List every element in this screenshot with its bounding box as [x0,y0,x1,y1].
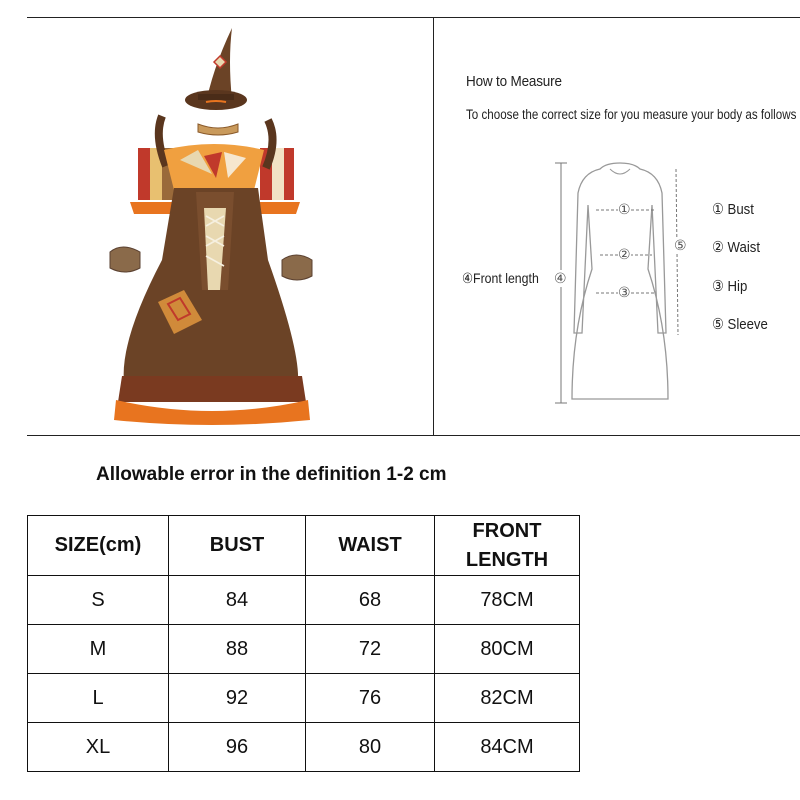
cell-waist: 80 [306,723,435,772]
header-waist: WAIST [306,516,435,576]
hip-mark: ③ [618,284,631,300]
measure-diagram [550,155,700,415]
legend-hip: ③ Hip [712,278,748,295]
cell-waist: 68 [306,576,435,625]
cell-front-length: 82CM [435,674,580,723]
header-size: SIZE(cm) [28,516,169,576]
cell-front-length: 84CM [435,723,580,772]
top-divider [27,17,800,18]
legend-bust: ① Bust [712,201,754,218]
bust-mark: ① [618,201,631,217]
waist-mark: ② [618,246,631,262]
middle-divider [27,435,800,436]
table-row [28,625,580,674]
legend-waist: ② Waist [712,239,761,256]
cell-waist: 76 [306,674,435,723]
hat-image [185,28,247,110]
cell-size: S [28,576,169,625]
front-length-mark: ④ [554,270,567,286]
front-length-label: ④Front length [462,270,539,286]
table-row [28,723,580,772]
cell-bust: 88 [169,625,306,674]
sleeve-mark: ⑤ [674,237,687,253]
neck-cuff-image [198,124,238,135]
cell-waist: 72 [306,625,435,674]
cell-front-length: 80CM [435,625,580,674]
guide-title: How to Measure [466,73,562,90]
cell-bust: 92 [169,674,306,723]
cell-bust: 84 [169,576,306,625]
header-bust: BUST [169,516,306,576]
cell-bust: 96 [169,723,306,772]
cell-front-length: 78CM [435,576,580,625]
guide-subtitle: To choose the correct size for you measure your body as follows [466,107,797,122]
table-header-row [28,516,580,576]
size-table [27,515,580,772]
allowable-error-note: Allowable error in the definition 1-2 cm [96,464,447,485]
table-row [28,674,580,723]
cell-size: XL [28,723,169,772]
costume-photo [100,20,330,430]
legend-sleeve: ⑤ Sleeve [712,316,768,333]
panel-divider [433,17,434,435]
cell-size: M [28,625,169,674]
header-front-length: FRONT LENGTH [435,516,580,576]
table-row [28,576,580,625]
cell-size: L [28,674,169,723]
